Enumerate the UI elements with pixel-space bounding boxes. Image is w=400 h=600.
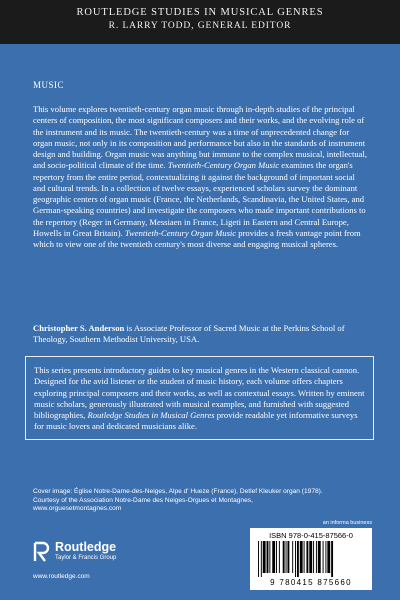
barcode-bar [295, 541, 296, 577]
publisher-website: www.routledge.com [33, 573, 90, 580]
publisher-group: Taylor & Francis Group [55, 555, 117, 561]
barcode-bar [331, 541, 333, 577]
barcode-bar [267, 541, 269, 573]
barcode-bar [323, 541, 324, 573]
author-description: is Associate Professor of Sacred Music at the Perkins School of Theology, Southern Methodist University, USA. [33, 323, 345, 345]
description-part-3: provides a fresh vantage point from which to view one of the twentieth century's most diverse and engaging musical spheres. [33, 227, 361, 249]
barcode-bar [300, 541, 303, 573]
general-editor: R. LARRY TODD, GENERAL EDITOR [108, 21, 292, 31]
barcode-bar [309, 541, 312, 573]
barcode-bar [316, 541, 317, 573]
series-text-end: provide readable yet informative surveys for music lovers and dedicated musicians alike. [34, 410, 358, 432]
barcode-bar [287, 541, 289, 573]
barcode-bar [286, 541, 287, 573]
barcode-bar [269, 541, 270, 573]
barcode-bar [272, 541, 275, 573]
publisher-logo [33, 538, 163, 578]
routledge-logo-icon [33, 541, 51, 563]
isbn-number: ISBN 978-0-415-87566-0 [269, 531, 353, 540]
barcode-icon [256, 541, 366, 577]
barcode-bar [258, 541, 259, 577]
barcode-bar [306, 541, 308, 573]
barcode-bar [318, 541, 321, 573]
barcode-bar [279, 541, 280, 573]
barcode-digits: 9 780415 875660 [270, 578, 352, 587]
author-name: Christopher S. Anderson [33, 323, 125, 333]
description-part-1: This volume explores twentieth-century organ music through in-depth studies of the principal centers of composition, the most significant composers and their works, and the evolving role of the instrument and its music. The twentieth-century was a time of unprecedented change for organ music, not only in its composition and performance but also in the standards of instrument design and building. Organ music was anything but immune to the complex musical, intellectual, and socio-political climate of the time. [33, 104, 367, 171]
book-title-italic: Twentieth-Century Organ Music [124, 227, 237, 238]
series-name: ROUTLEDGE STUDIES IN MUSICAL GENRES [76, 7, 324, 18]
informa-tagline: an informa business [322, 520, 372, 526]
barcode-block [250, 528, 372, 590]
barcode-bar [283, 541, 285, 573]
publisher-name: Routledge [55, 540, 117, 554]
series-header-band [0, 0, 400, 44]
barcode-bar [304, 541, 305, 573]
barcode-bar [297, 541, 299, 577]
category-label: MUSIC [33, 80, 65, 90]
book-title-italic: Twentieth-Century Organ Music [167, 160, 280, 171]
author-bio [33, 323, 367, 346]
barcode-bar [292, 541, 293, 573]
barcode-bar [261, 541, 262, 577]
book-description [33, 104, 367, 250]
cover-image-credit: Cover image: Église Notre-Dame-des-Neiges, Alpe d' Hueze (France), Detlef Kleuker organ (1978). Courtesy of the Association Notre-Dame des Neiges-Orgues et Montagnes, www.orguesetmontagnes.com [33, 488, 323, 513]
series-title-italic: Routledge Studies in Musical Genres [87, 410, 215, 420]
barcode-bar [276, 541, 277, 573]
barcode-bar [327, 541, 330, 573]
description-part-2: examines the organ's repertory from the entire period, contextualizing it against the background of important social and cultural trends. In a collection of twelve essays, experienced scholars survey the dominant geographic centers of organ music (France, the Netherlands, Scandinavia, the United States, and German-speaking countries) and investigate the composers who made important contributions to the repertory (Reger in Germany, Messiaen in France, Ligeti in Eastern and Central Europe, Howells in Great Britain). [33, 160, 366, 238]
barcode-bar [313, 541, 314, 573]
series-description-box [25, 356, 374, 440]
series-text: This series presents introductory guides to key musical genres in the Western classical cannon. Designed for the avid listener or the student of music history, each volume offers chapters exploring principal composers and their works, as well as contextual essays. Written by eminent music scholars, generously illustrated with musical examples, and furnished with suggested bibliographies, [34, 365, 365, 420]
barcode-bar [325, 541, 326, 573]
barcode-bar [263, 541, 266, 573]
